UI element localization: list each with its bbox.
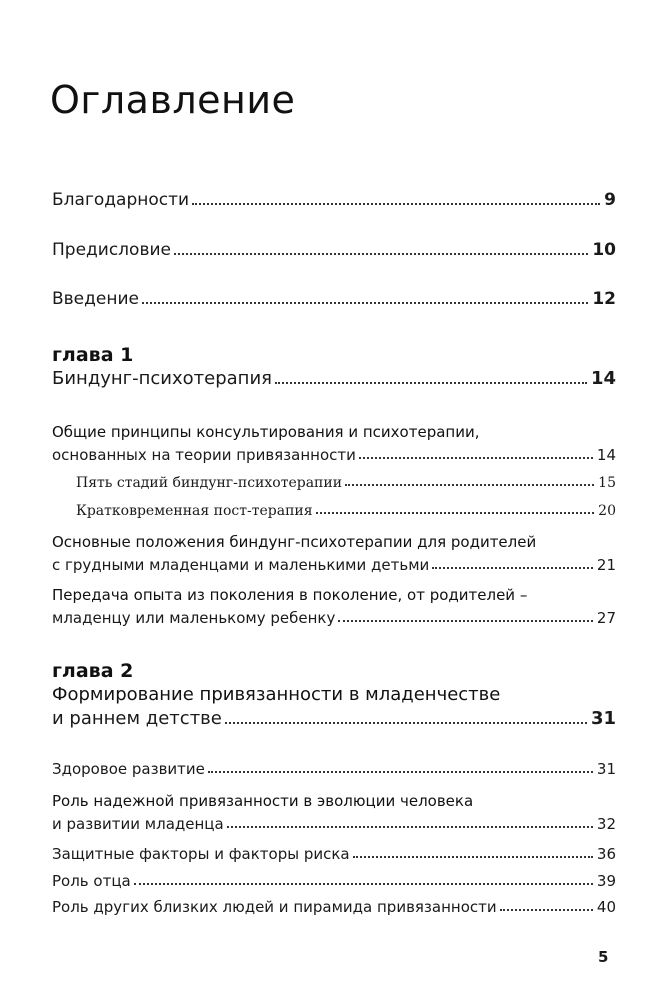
toc-entry-label: и развитии младенца: [52, 815, 224, 833]
toc-section-entry: [52, 815, 616, 833]
toc-entry-page: 14: [590, 368, 616, 389]
toc-entry-introduction: [52, 289, 616, 309]
toc-section-entry: [52, 872, 616, 890]
toc-entry-label: с грудными младенцами и маленькими детьми: [52, 556, 430, 574]
dot-leader: [208, 771, 593, 773]
toc-entry-page: 12: [592, 289, 616, 309]
dot-leader: [345, 484, 594, 486]
toc-entry-page: 39: [596, 872, 616, 890]
toc-entry-label: основанных на теории привязанности: [52, 446, 356, 464]
chapter-1-title-entry: [52, 368, 616, 389]
dot-leader: [338, 620, 593, 622]
toc-entry-page: 20: [598, 503, 616, 519]
toc-entry-page: 27: [596, 609, 616, 627]
toc-entry-label: Роль других близких людей и пирамида привязанности: [52, 898, 497, 916]
toc-section-line: Роль надежной привязанности в эволюции человека: [52, 792, 474, 810]
dot-leader: [225, 722, 587, 724]
toc-entry-label: Защитные факторы и факторы риска: [52, 845, 350, 863]
page-number: 5: [598, 948, 609, 966]
dot-leader: [275, 382, 587, 384]
chapter-1-title: Биндунг-психотерапия: [52, 368, 272, 389]
toc-entry-page: 21: [596, 556, 616, 574]
toc-entry-page: 31: [590, 708, 616, 729]
toc-subsection-entry: [76, 475, 616, 491]
dot-leader: [192, 203, 600, 205]
page-title: Оглавление: [50, 78, 296, 122]
dot-leader: [134, 883, 593, 885]
toc-entry-foreword: [52, 240, 616, 260]
toc-entry-page: 40: [596, 898, 616, 916]
toc-entry-label: Пять стадий биндунг-психотерапии: [76, 475, 343, 491]
toc-section-entry: [52, 845, 616, 863]
toc-section-entry: [52, 446, 616, 464]
toc-entry-label: Кратковременная пост-терапия: [76, 503, 313, 519]
toc-entry-page: 32: [596, 815, 616, 833]
toc-subsection-entry: [76, 503, 616, 519]
toc-entry-acknowledgements: [52, 190, 616, 210]
toc-entry-page: 36: [596, 845, 616, 863]
toc-entry-label: младенцу или маленькому ребенку: [52, 609, 336, 627]
dot-leader: [359, 457, 593, 459]
chapter-2-title-entry: [52, 708, 616, 729]
toc-section-entry: [52, 609, 616, 627]
toc-entry-page: 15: [598, 475, 616, 491]
chapter-1-label: глава 1: [52, 344, 134, 366]
toc-section-entry: [52, 760, 616, 778]
toc-entry-label: Введение: [52, 289, 139, 309]
toc-section-line: Передача опыта из поколения в поколение, от родителей –: [52, 586, 528, 604]
toc-entry-label: Роль отца: [52, 872, 131, 890]
toc-entry-page: 9: [604, 190, 616, 210]
chapter-2-title: и раннем детстве: [52, 708, 222, 729]
toc-entry-label: Благодарности: [52, 190, 190, 210]
dot-leader: [174, 253, 588, 255]
dot-leader: [500, 909, 593, 911]
dot-leader: [432, 567, 593, 569]
chapter-2-label: глава 2: [52, 660, 134, 682]
toc-entry-page: 10: [592, 240, 616, 260]
toc-section-line: Общие принципы консультирования и психотерапии,: [52, 423, 480, 441]
toc-section-line: Основные положения биндунг-психотерапии для родителей: [52, 533, 537, 551]
toc-entry-label: Предисловие: [52, 240, 171, 260]
dot-leader: [316, 512, 595, 514]
toc-section-entry: [52, 556, 616, 574]
chapter-2-title-line: Формирование привязанности в младенчестве: [52, 684, 501, 705]
toc-entry-page: 31: [596, 760, 616, 778]
toc-entry-page: 14: [596, 446, 616, 464]
dot-leader: [353, 856, 593, 858]
toc-entry-label: Здоровое развитие: [52, 760, 205, 778]
toc-section-entry: [52, 898, 616, 916]
dot-leader: [227, 826, 593, 828]
dot-leader: [142, 302, 588, 304]
